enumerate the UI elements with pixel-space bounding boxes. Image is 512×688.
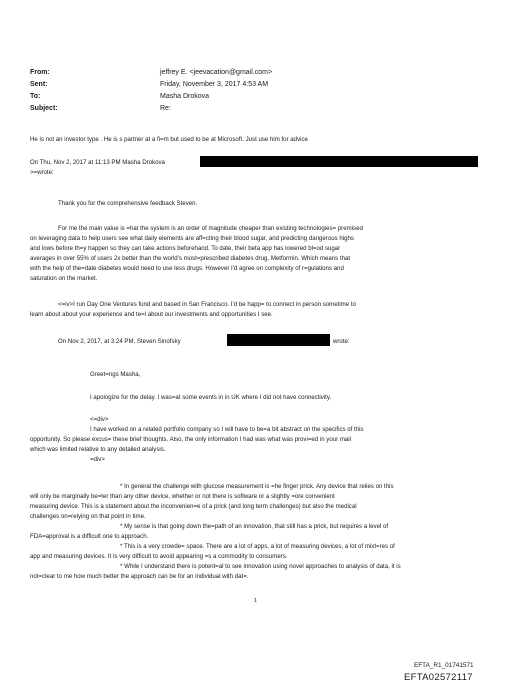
greeting-text: Greet=ngs Masha, <box>90 371 141 378</box>
bullet1-line: measuring device. This is a statement about the inconvenien=e of a prick (and long term challenges) but also the medical <box>30 503 357 510</box>
para3-line: I have worked on a related portfolio company so I will have to be=a bit abstract on the specifics of this <box>90 426 364 433</box>
bates-number-small: EFTA_R1_01741571 <box>414 662 474 669</box>
quote1-line1: On Thu, Nov 2, 2017 at 11:13 PM Masha Drokova <box>30 159 165 166</box>
para3-line: which was limited relative to any detailed analysis. <box>30 446 166 453</box>
to-value: Masha Drokova <box>160 93 210 100</box>
apology-text: I apologize for the delay. I was=at some events in in UK where I did not have connectivity. <box>90 394 332 401</box>
quote2-prefix: On Nov 2, 2017, at 3:24 PM, Steven Sinofsky <box>58 338 181 345</box>
thanks-text: Thank you for the comprehensive feedback Steven. <box>58 200 198 207</box>
subject-value: Re: <box>160 105 171 112</box>
sent-label: Sent: <box>30 81 48 88</box>
bates-number-large: EFTA02572117 <box>404 672 473 683</box>
para2-line: learn about about your experience and te=l about our investments and opportunities I see. <box>30 311 273 318</box>
para3-line: opportunity. So please excus= these brief thoughts. Also, the only information I had was what was provi=ed in your mail <box>30 436 352 443</box>
quote2-suffix: wrote: <box>333 338 350 345</box>
bullet2-line: FDA=approval is a difficult one to approach. <box>30 533 149 540</box>
div-open: <=div> <box>90 416 109 423</box>
bullet4-line: * While I understand there is potent=al to see innovation using novel approaches to analysis of data, it is <box>120 563 401 570</box>
to-label: To: <box>30 93 41 100</box>
page-number: 1 <box>254 598 258 604</box>
bullet2-line: * My sense is that going down the=path of an innovation, that still has a prick, but requires a level of <box>120 523 389 530</box>
redaction-box <box>227 334 330 346</box>
bullet4-line: not=clear to me how much better the approach can be for an individual with dat=. <box>30 573 249 580</box>
subject-label: Subject: <box>30 105 58 112</box>
para1-line: on leveraging data to help users see what daily elements are aff=cting their blood sugar, and predicting dangerous highs <box>30 235 354 242</box>
bullet1-line: will only be marginally be=ter than any other device, whether or not there is software or a slightly =ore convenient <box>30 493 335 500</box>
para1-line: averages in over 55% of users 2x better than the world's most=prescribed diabetes drug, Metformin. Which means that <box>30 255 351 262</box>
para1-line: and lows before th=y happen so they can take actions beforehand. To date, their beta app has lowered bl=od sugar <box>30 245 341 252</box>
para2-line: <=iv>I run Day One Ventures fund and based in San Francisco. I'd be happ= to connect in person sometime to <box>58 301 356 308</box>
quote1-line2: >=wrote: <box>30 169 54 176</box>
bullet3-line: app and measuring devices. It is very difficult to avoid appearing =s a commodity to consumers. <box>30 553 288 560</box>
bullet3-line: * This is a very crowde= space. There are a lot of apps, a lot of measuring devices, a lot of mixt=res of <box>120 543 395 550</box>
redaction-box <box>200 156 478 167</box>
para1-line: with the help of the=date diabetes would need to use less drugs. However I'd agree on complexity of r=gulations and <box>30 265 344 272</box>
from-value: jeffrey E. <jeevacation@gmail.com> <box>160 69 273 76</box>
reply-text: He is not an investor type . He is s partner at a fi=m but used to be at Microsoft. Just use him for advice <box>30 136 308 143</box>
from-label: From: <box>30 69 50 76</box>
para1-line: For me the main value is =hat the system is an order of magnitude cheaper than existing technologies= premised <box>58 225 363 232</box>
div-close: =div> <box>90 456 105 463</box>
sent-value: Friday, November 3, 2017 4:53 AM <box>160 81 269 88</box>
bullet1-line: * In general the challenge with glucose measurement is =he finger prick. Any device that relies on this <box>120 483 394 490</box>
bullet1-line: challenges on=relying on that point in time. <box>30 513 146 520</box>
para1-line: saturation on the market. <box>30 275 98 282</box>
